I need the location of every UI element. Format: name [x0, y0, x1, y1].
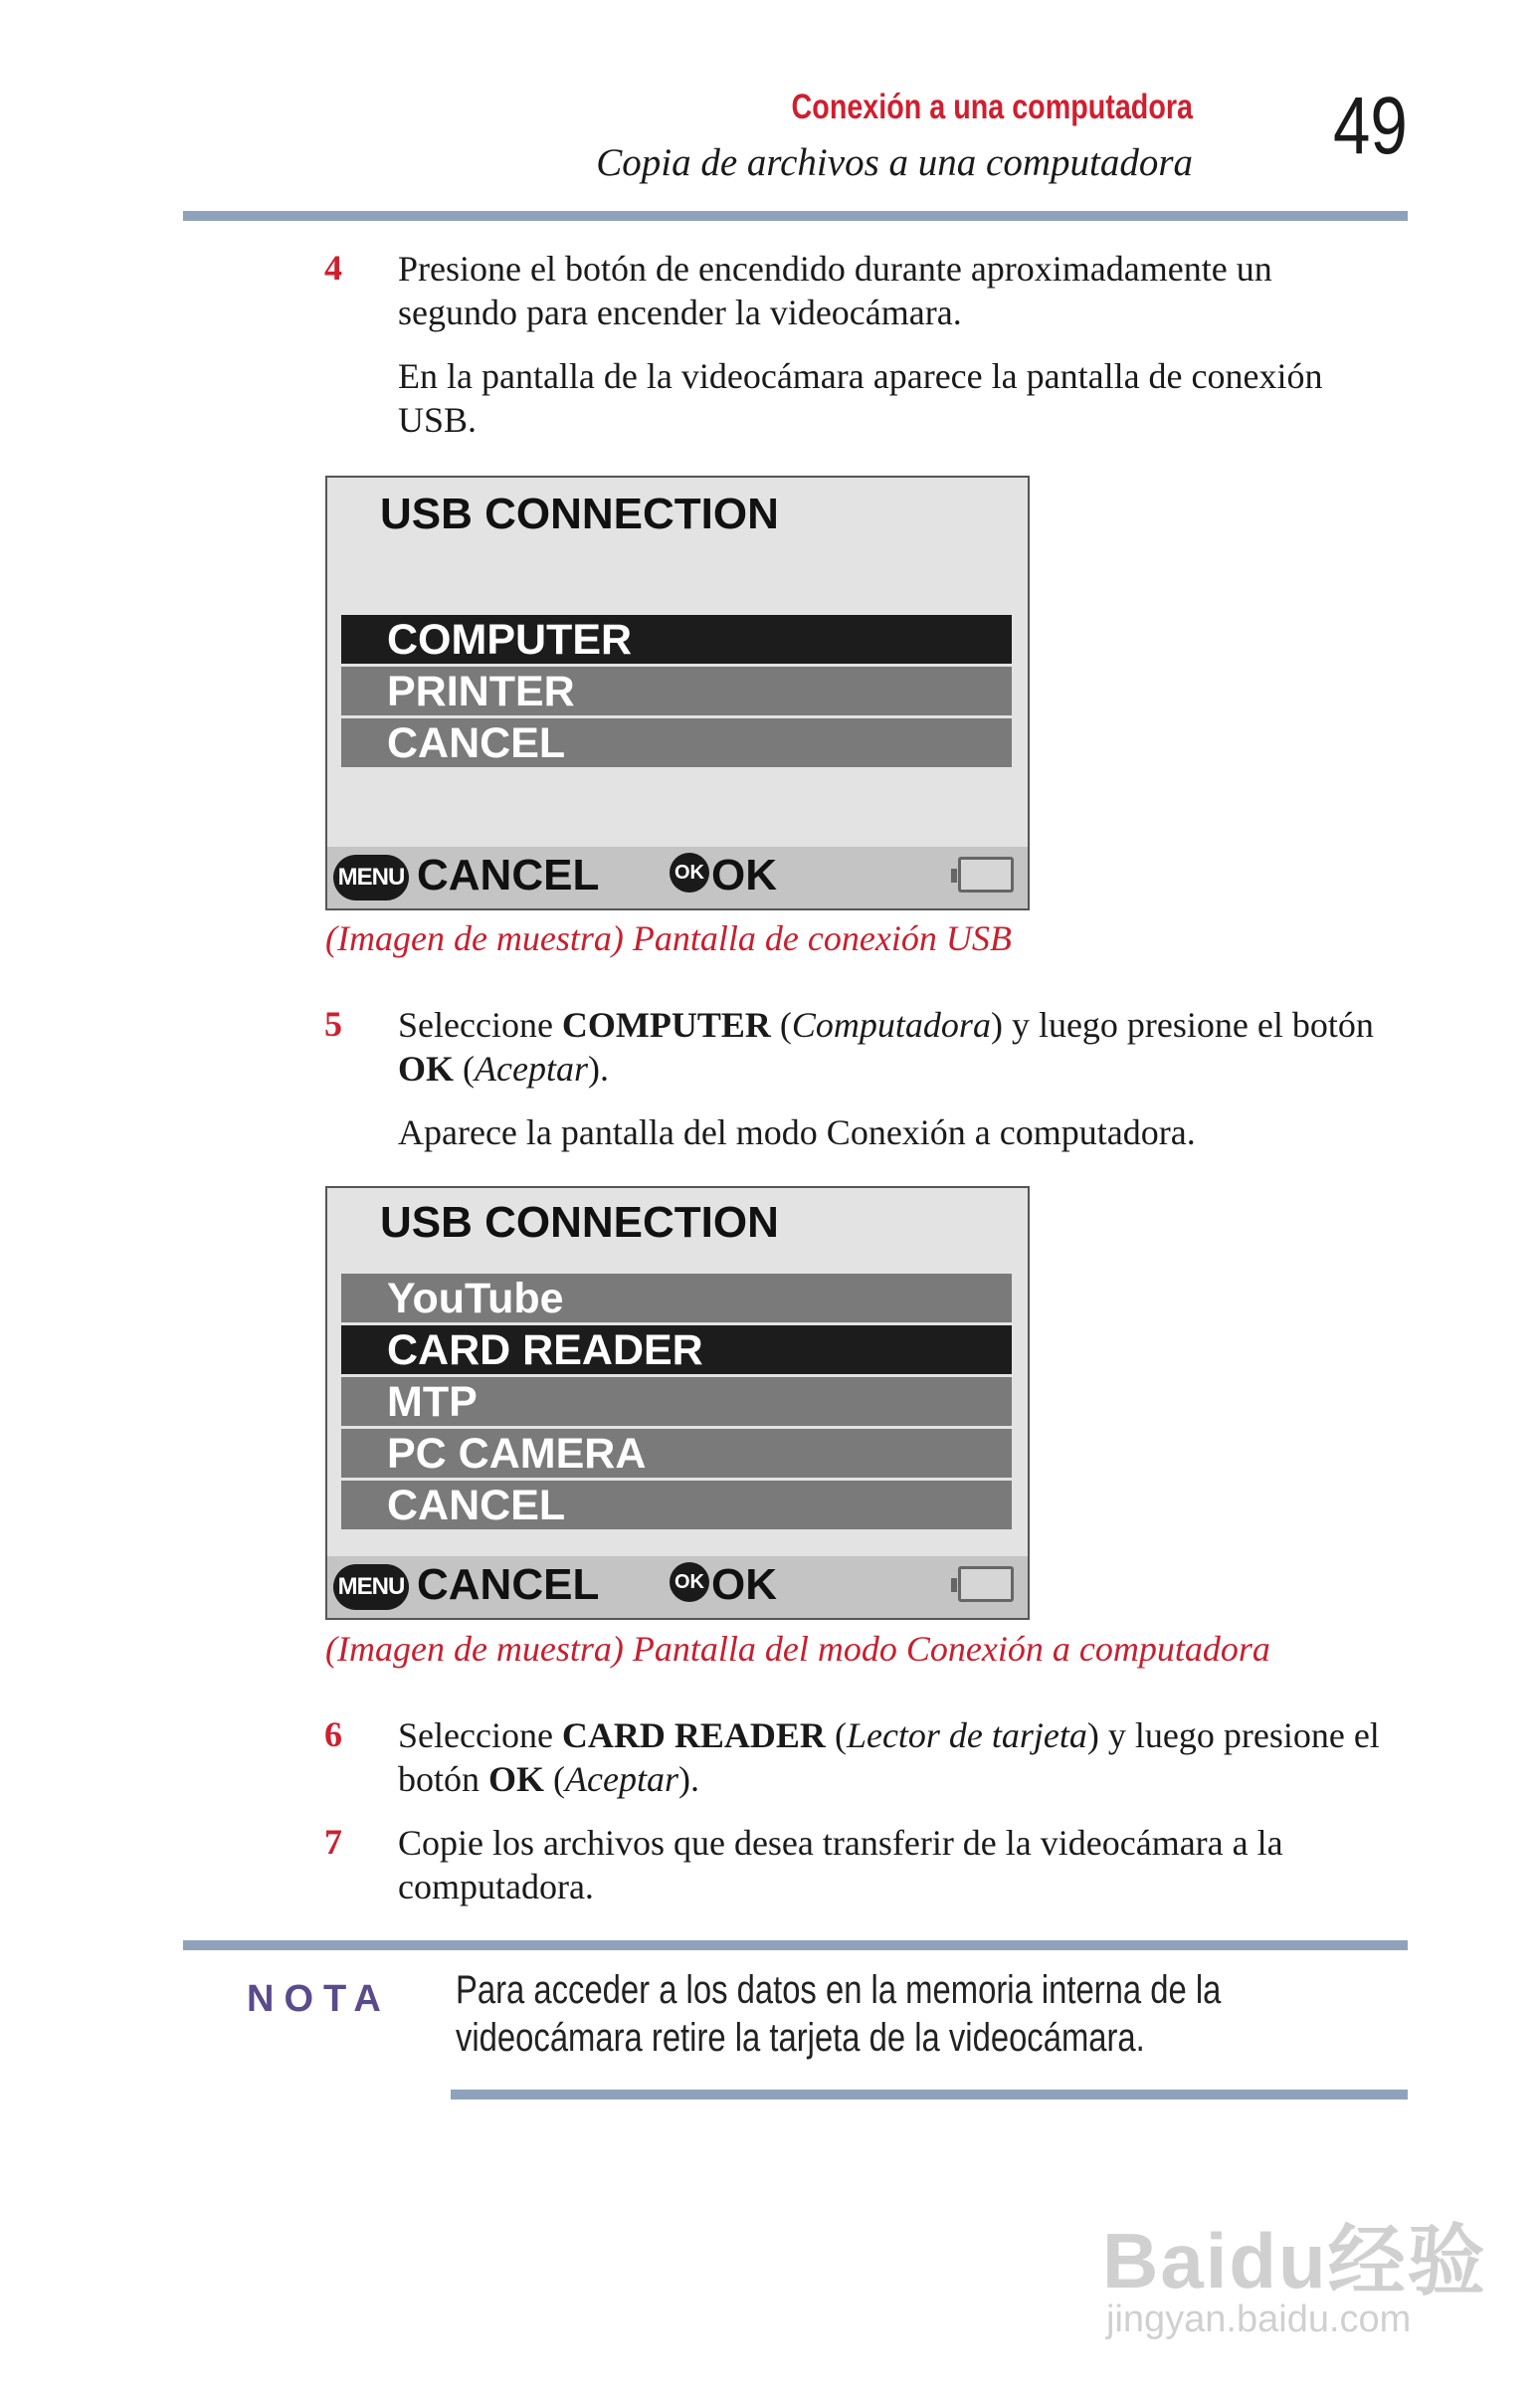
footer-ok-label: OK [711, 851, 777, 900]
step-text: Copie los archivos que desea transferir de la videocámara a la computadora. [398, 1823, 1283, 1906]
screen-footer [327, 847, 1028, 908]
menu-item-card-reader[interactable]: CARD READER [341, 1325, 1012, 1374]
footer-cancel-label: CANCEL [417, 851, 600, 900]
ok-button-icon: OK [670, 1562, 709, 1602]
step-text: Seleccione COMPUTER (Computadora) y luego presione el botón OK (Aceptar). [398, 1005, 1374, 1089]
screen-title: USB CONNECTION [380, 490, 779, 538]
menu-item-pc-camera[interactable]: PC CAMERA [341, 1429, 1012, 1478]
menu-item-cancel[interactable]: CANCEL [341, 1481, 1012, 1529]
step-text: Seleccione CARD READER (Lector de tarjeta) y luego presione el botón OK (Aceptar). [398, 1715, 1380, 1799]
step-result: En la pantalla de la videocámara aparece la pantalla de conexión USB. [398, 356, 1323, 440]
watermark-logo: Baidu经验 [1102, 2217, 1487, 2304]
menu-item-youtube[interactable]: YouTube [341, 1274, 1012, 1322]
ok-button-icon: OK [670, 853, 709, 893]
watermark-url: jingyan.baidu.com [1106, 2299, 1412, 2340]
note-text: Para acceder a los datos en la memoria interna de la videocámara retire la tarjeta de la videocámara. [456, 1968, 1222, 2060]
menu-list [341, 615, 1012, 770]
computer-mode-screen [325, 1186, 1030, 1620]
usb-connection-screen [325, 476, 1030, 910]
figure-caption: (Imagen de muestra) Pantalla de conexión USB [325, 918, 1012, 958]
menu-button-icon: MENU [333, 855, 409, 900]
step-number: 4 [324, 248, 342, 288]
menu-button-icon: MENU [333, 1564, 409, 1610]
step-number: 7 [324, 1822, 342, 1862]
step-number: 5 [324, 1004, 342, 1044]
menu-item-computer[interactable]: COMPUTER [341, 615, 1012, 664]
menu-list [341, 1274, 1012, 1532]
battery-icon [958, 1566, 1014, 1602]
menu-item-mtp[interactable]: MTP [341, 1377, 1012, 1426]
step-result: Aparece la pantalla del modo Conexión a computadora. [398, 1112, 1196, 1152]
menu-item-cancel[interactable]: CANCEL [341, 718, 1012, 767]
step-number: 6 [324, 1714, 342, 1754]
note-label: NOTA [247, 1978, 391, 2020]
footer-ok-label: OK [711, 1560, 777, 1609]
step-text: Presione el botón de encendido durante aproximadamente un segundo para encender la videocámara. [398, 249, 1272, 332]
page-number: 49 [1333, 81, 1408, 171]
note-rule-bottom [451, 2090, 1408, 2100]
figure-caption: (Imagen de muestra) Pantalla del modo Conexión a computadora [325, 1629, 1270, 1669]
header-rule [183, 211, 1408, 221]
footer-cancel-label: CANCEL [417, 1560, 600, 1609]
chapter-title: Conexión a una computadora [791, 88, 1193, 126]
menu-item-printer[interactable]: PRINTER [341, 667, 1012, 715]
note-rule-top [183, 1940, 1408, 1950]
section-title: Copia de archivos a una computadora [596, 141, 1193, 184]
battery-icon [958, 857, 1014, 893]
screen-footer [327, 1556, 1028, 1618]
screen-title: USB CONNECTION [380, 1198, 779, 1247]
